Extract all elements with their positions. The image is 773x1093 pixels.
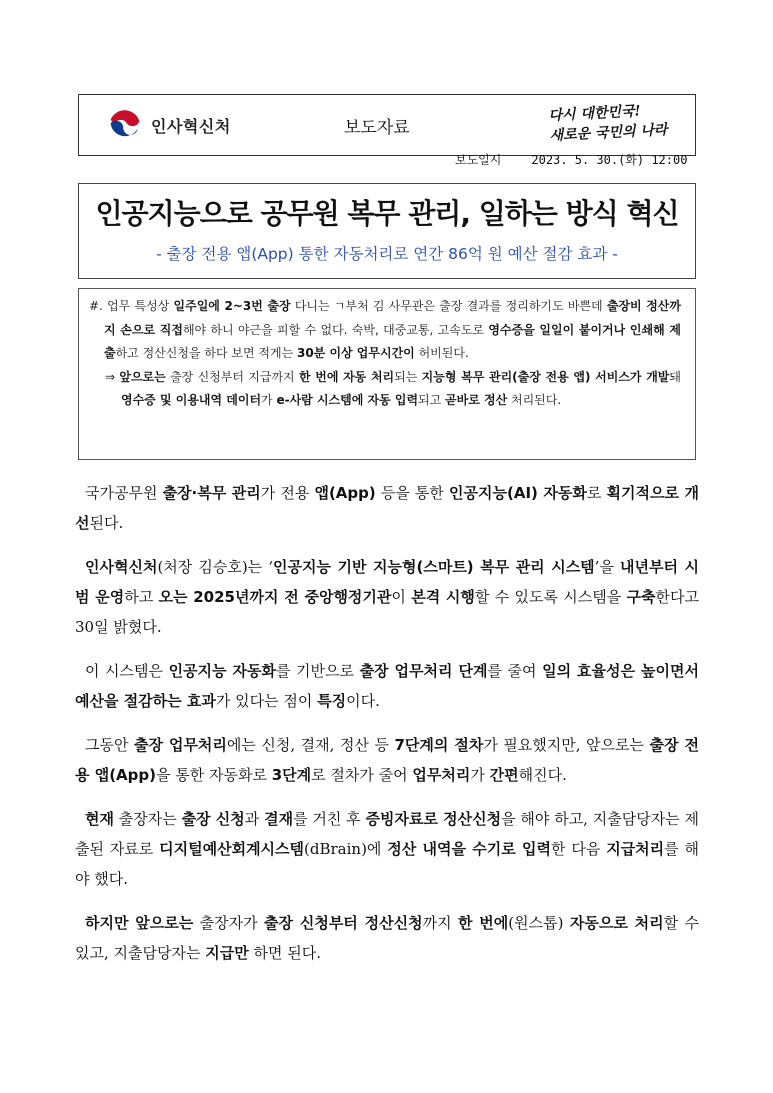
summary-main bbox=[89, 295, 681, 366]
emphasis-text: 일주일에 2~3번 출장 bbox=[173, 299, 291, 313]
plain-text: 된다. bbox=[89, 514, 124, 532]
emphasis-text: 구축 bbox=[626, 588, 656, 606]
emphasis-text: 증빙자료로 정산신청 bbox=[365, 810, 502, 828]
org-logo bbox=[107, 107, 231, 143]
release-label: 보도자료 bbox=[344, 118, 410, 138]
headline: 인공지능으로 공무원 복무 관리, 일하는 방식 혁신 bbox=[95, 197, 679, 230]
plain-text: 국가공무원 bbox=[85, 484, 163, 502]
emphasis-text: 출장·복무 관리 bbox=[162, 484, 261, 502]
emphasis-text: 디지털예산회계시스템 bbox=[159, 840, 305, 858]
emphasis-text: 인사혁신처 bbox=[85, 558, 158, 576]
emphasis-text: 결재 bbox=[264, 810, 294, 828]
plain-text: 이다. bbox=[346, 692, 380, 710]
plain-text: 로 절차가 줄어 bbox=[311, 766, 413, 784]
emphasis-text: 업무처리 bbox=[412, 766, 471, 784]
emphasis-text: 지급만 bbox=[205, 944, 249, 962]
plain-text: 출장 신청부터 지급까지 bbox=[165, 369, 299, 384]
release-date-label: 보도일시 bbox=[455, 153, 502, 167]
emphasis-text: 출장 신청부터 정산신청 bbox=[264, 914, 423, 932]
emphasis-text: 30분 이상 업무시간이 bbox=[296, 346, 415, 360]
plain-text: 가 전용 bbox=[260, 484, 315, 502]
body-paragraph bbox=[75, 656, 699, 716]
body-paragraph bbox=[75, 908, 699, 968]
body-paragraph bbox=[75, 478, 699, 538]
plain-text: 가 있다는 점이 bbox=[215, 692, 318, 710]
plain-text: 하면 된다. bbox=[248, 944, 321, 962]
summary-box bbox=[78, 288, 696, 460]
plain-text: 이 시스템은 bbox=[85, 662, 169, 680]
emphasis-text: 인공지능 기반 지능형(스마트) 복무 관리 시스템 bbox=[273, 558, 595, 576]
emphasis-text: 출장 신청 bbox=[181, 810, 245, 828]
emphasis-text: 7단계의 절차 bbox=[394, 736, 484, 754]
plain-text: 한 다음 bbox=[551, 840, 607, 858]
plain-text: 가 bbox=[470, 766, 490, 784]
emphasis-text: 앱(App) bbox=[314, 484, 376, 502]
plain-text: 을 통한 자동화로 bbox=[156, 766, 272, 784]
emphasis-text: 출장비 정산까지 손으로 직접 bbox=[104, 299, 681, 337]
emphasis-text: 내년부터 시범 운영 bbox=[75, 558, 699, 606]
emphasis-text: 오는 2025년까지 전 중앙행정기관 bbox=[158, 588, 392, 606]
release-date-value: 2023. 5. 30.(화) 12:00 bbox=[531, 153, 688, 167]
plain-text: 가 bbox=[261, 393, 277, 407]
slogan-line-2: 새로운 국민의 나라 bbox=[549, 121, 668, 145]
title-box bbox=[78, 183, 696, 279]
plain-text: 하고 bbox=[124, 588, 159, 606]
plain-text: 과 bbox=[244, 810, 265, 828]
plain-text: 가 필요했지만, 앞으로는 bbox=[483, 736, 650, 754]
emphasis-text: 현재 bbox=[85, 810, 114, 828]
body-text bbox=[75, 478, 699, 982]
emphasis-text: 인공지능(AI) 자동화 bbox=[449, 484, 587, 502]
summary-result bbox=[89, 366, 681, 413]
body-paragraph bbox=[75, 730, 699, 790]
plain-text: 를 기반으로 bbox=[276, 662, 360, 680]
emphasis-text: 출장 업무처리 bbox=[134, 736, 227, 754]
government-slogan bbox=[548, 100, 668, 146]
taegeuk-emblem-icon bbox=[107, 107, 143, 143]
plain-text: 할 수 있도록 시스템을 bbox=[474, 588, 627, 606]
emphasis-text: 인공지능 자동화 bbox=[168, 662, 276, 680]
plain-text: ⇒ bbox=[105, 369, 120, 384]
emphasis-text: 획기적으로 개선 bbox=[75, 484, 699, 532]
emphasis-text: 일의 효율성은 높이면서 예산을 절감하는 효과 bbox=[75, 662, 699, 710]
plain-text: 처리된다. bbox=[507, 393, 562, 407]
emphasis-text: 출장 업무처리 단계 bbox=[359, 662, 488, 680]
emphasis-text: 곧바로 정산 bbox=[445, 393, 508, 407]
emphasis-text: 영수증을 일일이 붙이거나 인쇄해 제출 bbox=[104, 322, 681, 360]
body-paragraph bbox=[75, 552, 699, 642]
plain-text: 까지 bbox=[422, 914, 458, 932]
plain-text: 해진다. bbox=[518, 766, 567, 784]
emphasis-text: 간편 bbox=[489, 766, 519, 784]
emphasis-text: 하지만 앞으로는 bbox=[85, 914, 194, 932]
plain-text: 에는 신청, 결재, 정산 등 bbox=[226, 736, 395, 754]
emphasis-text: e-사람 시스템에 자동 입력 bbox=[276, 393, 419, 407]
body-paragraph bbox=[75, 804, 699, 894]
plain-text: 한다고 30일 밝혔다. bbox=[75, 588, 699, 636]
plain-text: 다니는 ㄱ부처 김 사무관은 출장 결과를 정리하기도 바쁜데 bbox=[290, 299, 607, 313]
plain-text: 해야 하니 야근을 피할 수 없다. 숙박, 대중교통, 고속도로 bbox=[182, 322, 489, 337]
emphasis-text: 자동으로 처리 bbox=[569, 914, 664, 932]
plain-text: 되는 bbox=[394, 369, 422, 384]
emphasis-text: 한 번에 bbox=[457, 914, 509, 932]
emphasis-text: 지능형 복무 관리(출장 전용 앱) 서비스가 개발 bbox=[421, 369, 670, 384]
plain-text: (dBrain)에 bbox=[304, 840, 388, 858]
emphasis-text: 앞으로는 bbox=[119, 369, 166, 384]
plain-text: #. 업무 특성상 bbox=[89, 299, 174, 313]
plain-text: 등을 통한 bbox=[375, 484, 450, 502]
plain-text: 를 해야 했다. bbox=[75, 840, 699, 888]
plain-text: 를 거친 후 bbox=[293, 810, 366, 828]
plain-text: ’을 bbox=[594, 558, 621, 576]
emphasis-text: 한 번에 자동 처리 bbox=[298, 369, 395, 384]
org-name: 인사혁신처 bbox=[151, 116, 231, 136]
plain-text: 을 해야 하고, 지출담당자는 제출된 자료로 bbox=[75, 810, 699, 858]
plain-text: 출장자가 bbox=[193, 914, 265, 932]
plain-text: 돼 bbox=[669, 369, 681, 384]
plain-text: 되고 bbox=[418, 393, 446, 407]
subheadline: - 출장 전용 앱(App) 통한 자동처리로 연간 86억 원 예산 절감 효과 - bbox=[156, 245, 618, 263]
emphasis-text: 출장 전용 앱(App) bbox=[75, 736, 699, 784]
emphasis-text: 정산 내역을 수기로 입력 bbox=[387, 840, 552, 858]
header-box bbox=[78, 94, 696, 156]
emphasis-text: 지급처리 bbox=[606, 840, 665, 858]
emphasis-text: 특징 bbox=[317, 692, 347, 710]
plain-text: 허비된다. bbox=[414, 346, 469, 360]
plain-text: 로 bbox=[586, 484, 607, 502]
emphasis-text: 3단계 bbox=[271, 766, 312, 784]
plain-text: 이 bbox=[391, 588, 412, 606]
plain-text: (처장 김승호)는 ‘ bbox=[157, 558, 274, 576]
slogan-line-1: 다시 대한민국! bbox=[548, 103, 642, 125]
plain-text: 그동안 bbox=[85, 736, 134, 754]
emphasis-text: 본격 시행 bbox=[411, 588, 475, 606]
plain-text: 할 수 있고, 지출담당자는 bbox=[75, 914, 699, 962]
plain-text: 하고 정산신청을 하다 보면 적게는 bbox=[115, 346, 297, 360]
plain-text: (원스톱) bbox=[508, 914, 570, 932]
plain-text: 를 줄여 bbox=[487, 662, 543, 680]
release-date-line bbox=[455, 151, 687, 168]
plain-text: 출장자는 bbox=[113, 810, 182, 828]
emphasis-text: 영수증 및 이용내역 데이터 bbox=[121, 393, 262, 407]
